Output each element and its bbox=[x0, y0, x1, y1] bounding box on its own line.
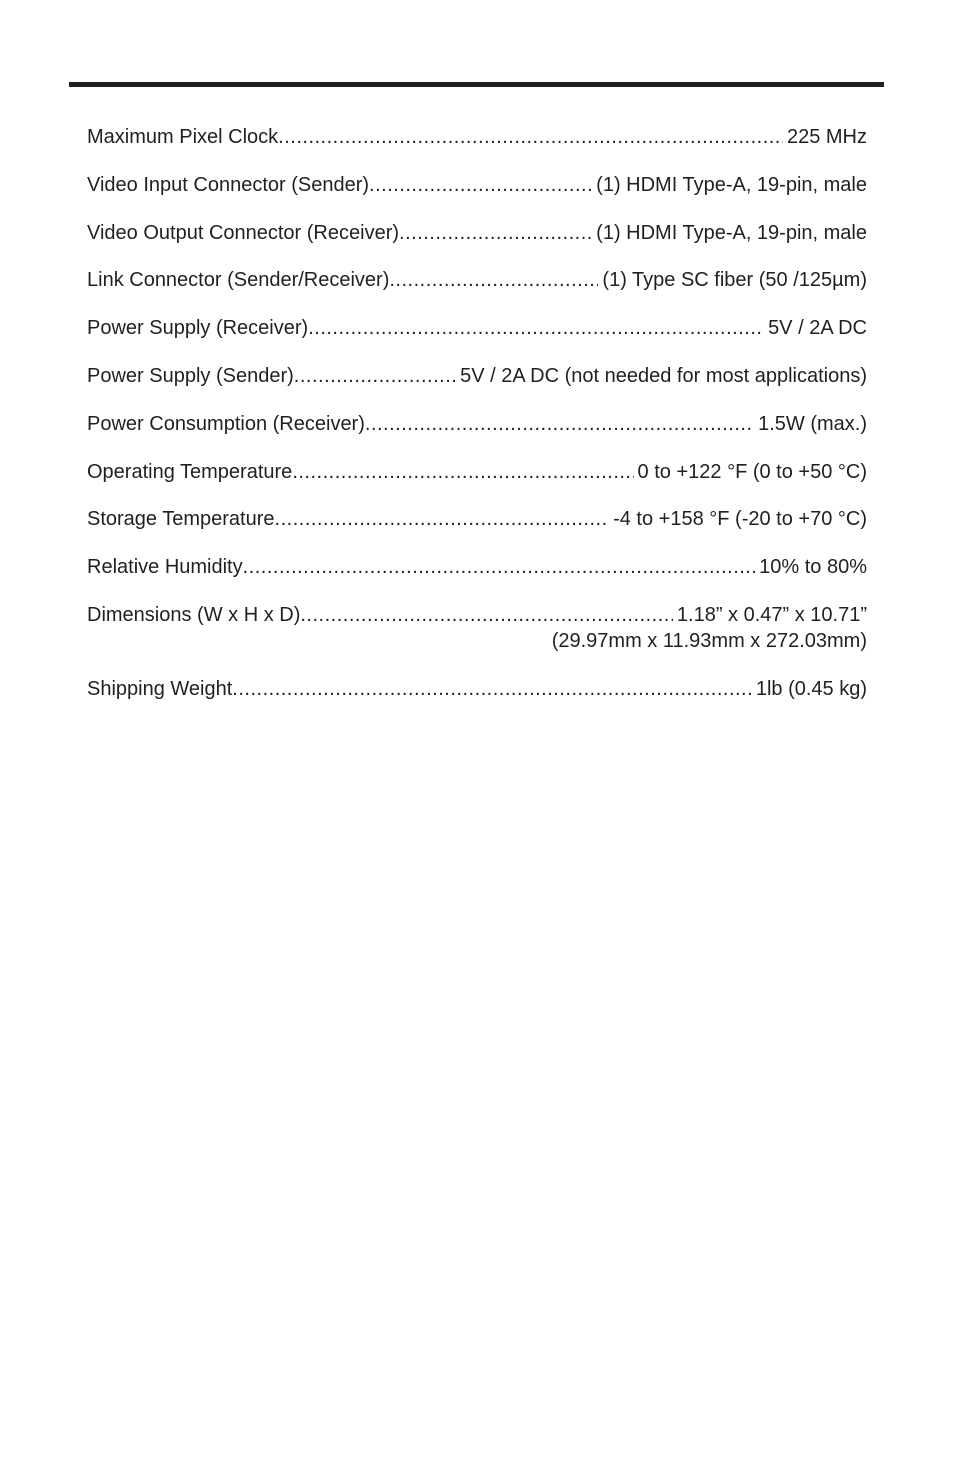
spec-label: Relative Humidity bbox=[87, 556, 243, 579]
spec-row-video-input-connector bbox=[87, 172, 867, 198]
spec-label: Link Connector (Sender/Receiver) bbox=[87, 269, 390, 292]
dot-leader bbox=[243, 554, 756, 580]
spec-label: Video Output Connector (Receiver) bbox=[87, 221, 400, 244]
dot-leader bbox=[399, 220, 592, 246]
spec-label: Storage Temperature bbox=[87, 508, 275, 531]
dot-leader bbox=[278, 124, 783, 150]
spec-row-power-supply-receiver bbox=[87, 315, 867, 341]
dot-leader bbox=[300, 602, 673, 628]
spec-value: (1) HDMI Type-A, 19-pin, male bbox=[596, 221, 867, 244]
dot-leader bbox=[369, 172, 592, 198]
spec-value: 1.5W (max.) bbox=[758, 412, 867, 435]
spec-label: Power Supply (Receiver) bbox=[87, 317, 309, 340]
specifications-list bbox=[87, 124, 867, 724]
dot-leader bbox=[294, 363, 456, 389]
spec-label: Power Supply (Sender) bbox=[87, 364, 294, 387]
spec-row-power-supply-sender bbox=[87, 363, 867, 389]
spec-value: 1lb (0.45 kg) bbox=[755, 677, 867, 700]
spec-row-shipping-weight bbox=[87, 676, 867, 702]
dot-leader bbox=[365, 411, 754, 437]
spec-value: 10% to 80% bbox=[759, 556, 867, 579]
spec-row-storage-temperature bbox=[87, 506, 867, 532]
spec-value: (1) HDMI Type-A, 19-pin, male bbox=[596, 173, 867, 196]
spec-value: 0 to +122 °F (0 to +50 °C) bbox=[637, 460, 867, 483]
spec-value: 1.18” x 0.47” x 10.71” bbox=[676, 603, 867, 626]
header-rule bbox=[69, 82, 884, 87]
dot-leader bbox=[292, 459, 633, 485]
spec-value: (1) Type SC fiber (50 /125µm) bbox=[602, 269, 867, 292]
spec-label: Operating Temperature bbox=[87, 460, 293, 483]
spec-row-power-consumption bbox=[87, 411, 867, 437]
spec-label: Shipping Weight bbox=[87, 677, 233, 700]
spec-value: 5V / 2A DC (not needed for most applications) bbox=[460, 364, 867, 387]
spec-value: -4 to +158 °F (-20 to +70 °C) bbox=[613, 508, 867, 531]
spec-label: Dimensions (W x H x D) bbox=[87, 603, 301, 626]
spec-label: Power Consumption (Receiver) bbox=[87, 412, 365, 435]
dot-leader bbox=[275, 506, 610, 532]
spec-row-relative-humidity bbox=[87, 554, 867, 580]
spec-row-link-connector bbox=[87, 267, 867, 293]
spec-row-video-output-connector bbox=[87, 220, 867, 246]
spec-label: Maximum Pixel Clock bbox=[87, 126, 279, 148]
spec-label: Video Input Connector (Sender) bbox=[87, 173, 370, 196]
dot-leader bbox=[389, 267, 598, 293]
spec-row-max-pixel-clock bbox=[87, 124, 867, 150]
spec-value: 5V / 2A DC bbox=[768, 317, 867, 340]
spec-row-dimensions bbox=[87, 602, 867, 628]
spec-row-operating-temperature bbox=[87, 459, 867, 485]
spec-value-dimensions-metric: (29.97mm x 11.93mm x 272.03mm) bbox=[551, 629, 867, 652]
spec-value: 225 MHz bbox=[786, 126, 867, 148]
dot-leader bbox=[232, 676, 752, 702]
dot-leader bbox=[308, 315, 764, 341]
